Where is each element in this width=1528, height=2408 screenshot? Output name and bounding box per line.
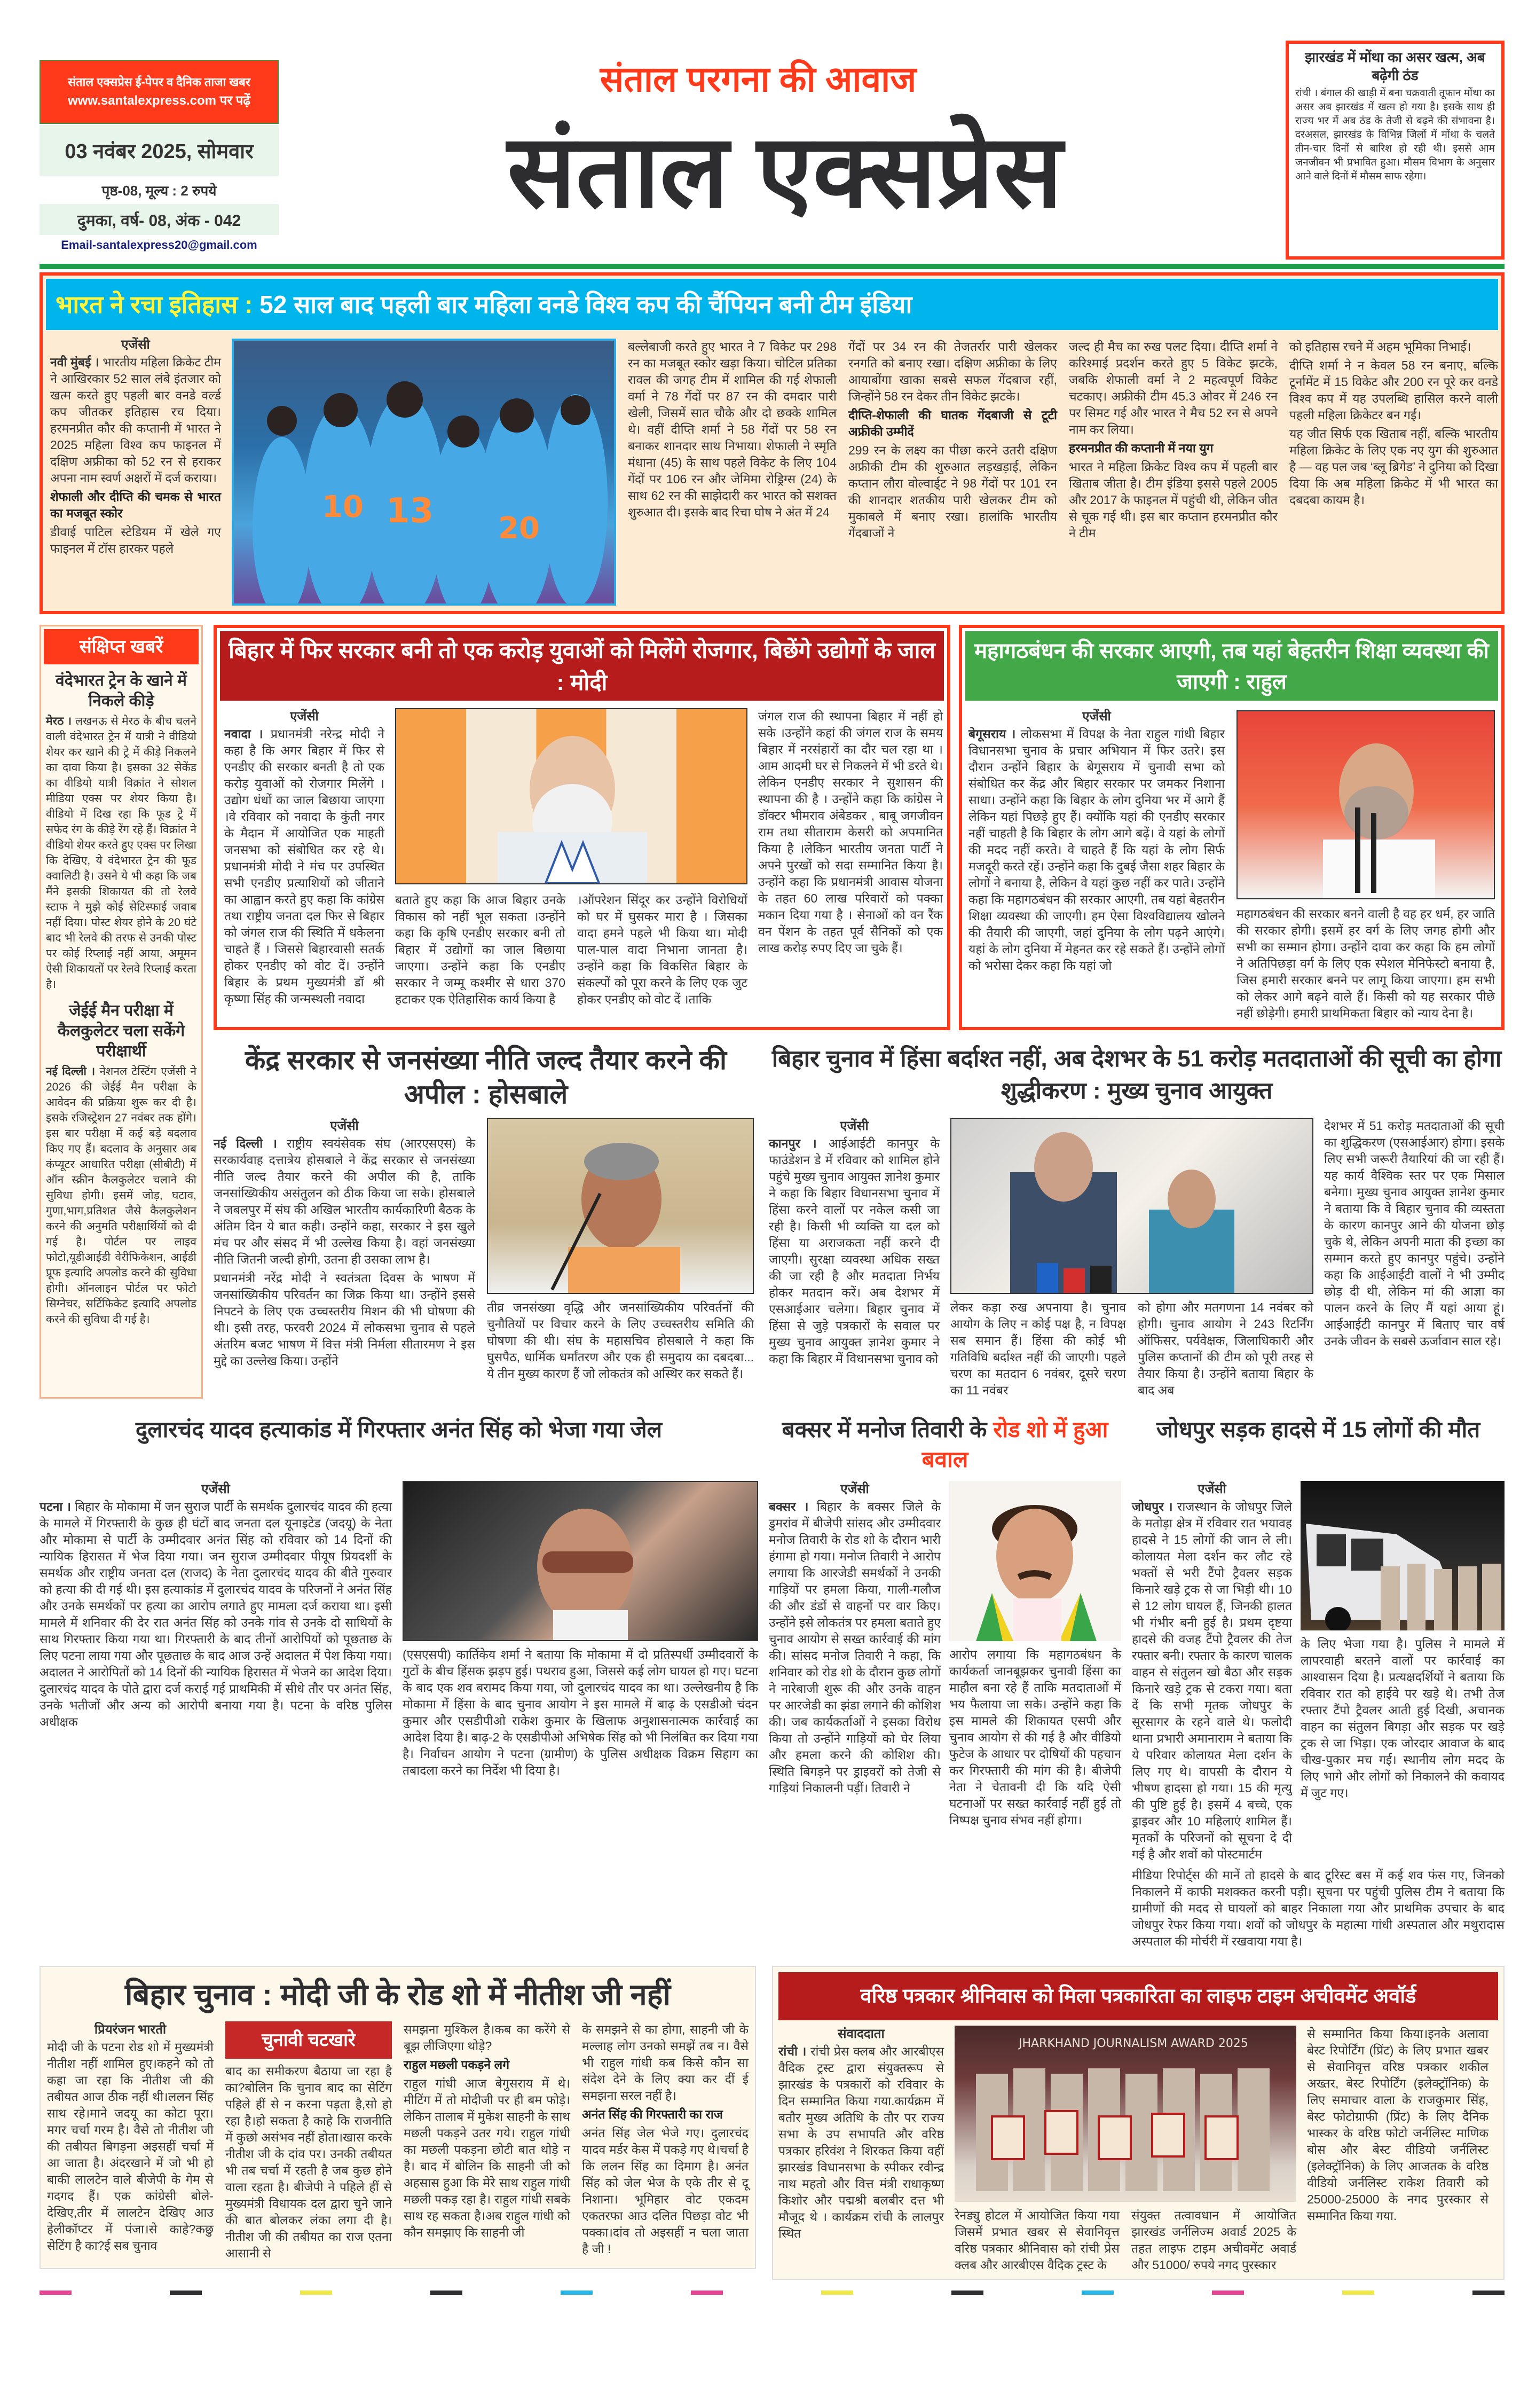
lead-subhead-3: हरमनप्रीत की कप्तानी में नया युग [1069, 441, 1214, 455]
modi-col-2: बताते हुए कहा कि आज बिहार उनके विकास को नहीं भूल सकता ।उन्होंने कहा कि कृषि एनडीए सरकार बनी तो बिहार में उद्योगों का जाल बिछाया जाएगा। उन्होंने कहा कि एनडीए सरकार ने जम्मू कश्मीर से धारा 370 हटाकर एक ऐतिहासिक कार्य किया है [395, 893, 565, 1006]
award-middle [955, 2026, 1296, 2273]
chatkhare-byline: प्रियरंजन भारती [94, 2022, 167, 2037]
chatkhare-column-label: चुनावी चटखारे [225, 2021, 392, 2059]
cec-col1-text: आईआईटी कानपुर के फाउंडेशन डे में रविवार को शामिल होने पहुंचे मुख्य चुनाव आयुक्त ज्ञानेश कुमार ने कहा कि बिहार विधानसभा चुनाव में हिंसा करने वालों पर नकेल कसी जा रही है। किसी भी व्यक्ति या दल को हिंसा या अराजकता नहीं करने दी जाएगी। सुरक्षा व्यवस्था अधिक सख्त की जा रही है और मतदाता निर्भय होकर मतदान करें। अब देशभर में एसआईआर चलेगा। बिहार चुनाव में हिंसा से जुड़े पत्रकारों के सवाल पर मुख्य चुनाव आयुक्त ज्ञानेश कुमार ने कहा कि बिहार में विधानसभा चुनाव को [769, 1136, 940, 1366]
registration-mark [170, 2291, 202, 2295]
jodhpur-right [1301, 1481, 1505, 1863]
chatkhare-col-2-wrap [225, 2021, 392, 2262]
award-photo [955, 2026, 1296, 2202]
lead-col-2: बल्लेबाजी करते हुए भारत ने 7 विकेट पर 298 रन का मजबूत स्कोर खड़ा किया। चोटिल प्रतिका रावल की जगह टीम में शामिल की गई शेफाली वर्मा ने 78 गेंदों पर 87 रन की दमदार पारी खेली, जिसमें सात चौके और दो छक्के शामिल थे। वहीं दीप्ति शर्मा ने 58 गेंदों पर 58 रन बनाकर शानदार साथ निभाया। शेफाली ने स्मृति मंधाना (45) के साथ पहले विकेट के लिए 104 गेंदों पर 106 रन और जेमिमा रोड्रिग्स (24) के साथ 62 रन की साझेदारी कर भारत को सशक्त शुरुआत दी। इसके बाद रिचा घोष ने अंत में 24 [628, 340, 837, 519]
brief-body-2 [46, 1064, 196, 1327]
lead-headline [46, 279, 1498, 330]
hosabale-dateline: नई दिल्ली । [214, 1136, 277, 1150]
modi-headline[interactable]: बिहार में फिर सरकार बनी तो एक करोड़ युवाओं को मिलेंगे रोजगार, बिछेंगे उद्योगों के जाल : मोदी [220, 631, 944, 701]
weather-news-box [1286, 41, 1505, 260]
cec-photo [950, 1118, 1313, 1294]
weather-body: रांची । बंगाल की खाड़ी में बना चक्रवाती तूफान मोंथा का असर अब झारखंड में खत्म हो गया है। इसके साथ ही राज्य भर में अब ठंड के तेजी से बढ़ने की संभावना है। दरअसल, झारखंड के विभिन्न जिलों में मोंथा के चलते तीन-चार दिनों से बारिश हो रही थी। इससे आम जनजीवन भी प्रभावित हुआ। मौसम विभाग के अनुसार आने वाले दिनों में मौसम साफ रहेगा। [1295, 88, 1495, 182]
masthead-divider [40, 264, 1505, 269]
registration-mark [821, 2291, 853, 2295]
registration-mark [1342, 2291, 1374, 2295]
modi-photo [395, 708, 747, 884]
hosabale-col-1 [214, 1118, 475, 1371]
anant-col-2: (एसएसपी) कार्तिकेय शर्मा ने बताया कि मोकामा में दो प्रतिस्पर्धी उम्मीदवारों के गुटों के बीच हिंसक झड़प हुई। पथराव हुआ, जिससे कई लोग घायल हो गए। घटना के बाद एक शव बरामद किया गया, जो दुलारचंद यादव का था। उल्लेखनीय है कि मोकामा में हिंसा के बाद चुनाव आयोग ने इस मामले में बाढ़ के एसडीओ चंदन कुमार और एसडीपीओ राकेश कुमार के खिलाफ अनुशासनात्मक कार्रवाई का आदेश दिया है। बाढ़-2 के एसडीपीओ अभिषेक सिंह को भी निलंबित कर दिया गया है। निर्वाचन आयोग ने पटना (ग्रामीण) के पुलिस अधीक्षक विक्रम सिहाग का तबादला करने का निर्देश भी दिया है। [403, 1648, 758, 1777]
award-dateline: रांची । [778, 2044, 807, 2058]
anant-col1-text: बिहार के मोकामा में जन सुराज पार्टी के समर्थक दुलारचंद यादव की हत्या के मामले में गिरफ्तारी के कुछ ही घंटों बाद जनता दल यूनाइटेड (जदयू) के नेता और मोकामा से पार्टी के उम्मीदवार अनंत सिंह को रविवार को 14 दिनों की न्यायिक हिरासत में भेज दिया गया। जन सुराज उम्मीदवार पीयूष प्रियदर्शी के समर्थक और राष्ट्रीय जनता दल (राजद) के नेता दुलारचंद यादव की बीते गुरुवार को हत्या की दी गई थी। इस हत्याकांड में दुलारचंद यादव के परिजनों ने अनंत सिंह और उनके समर्थकों पर हत्या का आरोप लगाते हुए मामला दर्ज कराया था। इसी मामले में शनिवार की देर रात अनंत सिंह को उनके गांव से उनके दो साथियों के साथ गिरफ्तार किया गया था। गिरफ्तारी के बाद तीनों आरोपियों को पूछताछ के लिए पटना लाया गया और पूछताछ के बाद आज उन्हें अदालत में पेश किया गया। अदालत ने आरोपितों को 14 दिनों की न्यायिक हिरासत में भेजने का आदेश दिया। दुलारचंद यादव के पोते द्वारा दर्ज कराई गई प्राथमिकी में सीधे तौर पर अनंत सिंह, उनके भतीजों और अन्य को आरोपी बनाया गया है। पटना के वरिष्ठ पुलिस अधीक्षक [40, 1500, 392, 1729]
rahul-headline[interactable]: महागठबंधन की सरकार आएगी, तब यहां बेहतरीन शिक्षा व्यवस्था की जाएगी : राहुल [965, 631, 1498, 701]
rahul-col-1 [968, 708, 1225, 974]
lead-col-5 [1289, 339, 1498, 544]
modi-dateline: नवादा । [224, 727, 263, 741]
rahul-col1-text: लोकसभा में विपक्ष के नेता राहुल गांधी बिहार विधानसभा चुनाव के प्रचार अभियान में फिर उतरे। इस दौरान उन्होंने बिहार के बेगूसराय में चुनावी सभा को संबोधित कर केंद्र और बिहार सरकार पर जमकर निशाना साधा। उन्होंने कहा कि बिहार के लोग दुनिया भर में आगे हैं लेकिन यहां पिछड़े हुए हैं। क्योंकि यहां की एनडीए सरकार नहीं चाहती है कि बिहार के लोग आगे बढ़ें। वे यहां के लोगों की मदद नहीं करते। वे चाहते हैं कि यहां के लोग सिर्फ मजदूरी करते रहें। उन्होंने कहा कि दुबई जैसा शहर बिहार के लोगों ने बनाया है, लेकिन वे यहां कुछ नहीं कर पाते। उन्होंने कहा कि महागठबंधन की सरकार आएगी, तब यहां बेहतरीन शिक्षा व्यवस्था की जाएगी। हम ऐसा विश्वविद्यालय खोलने की तैयारी की जाएगी, जहां दुनिया के लोग पढ़ने आएंगे। यहां के लोग दुनिया में मेहनत कर रहे सकते हैं। उन्होंने लोगों को भरोसा देकर कहा कि यहां जो [968, 727, 1225, 972]
tiwari-col1-text: बिहार के बक्सर जिले के डुमरांव में बीजेपी सांसद और उम्मीदवार मनोज तिवारी के रोड शो के दौरान भारी हंगामा हो गया। मनोज तिवारी ने आरोप लगाया कि आरजेडी समर्थकों ने उनकी गाड़ियों पर हमला किया, गाली-गलौज की और डंडों से वाहनों पर वार किए। उन्होंने इसे लोकतंत्र पर हमला बताते हुए चुनाव आयोग से सख्त कार्रवाई की मांग की। सांसद मनोज तिवारी ने कहा, कि शनिवार को रोड शो के दौरान कुछ लोगों ने नारेबाजी शुरू की और उनके वाहन पर आरजेडी का झंडा लगाने की कोशिश की। जब कार्यकर्ताओं ने इसका विरोध किया तो उन्होंने गाड़ियों को घेर लिया और हमला करने की कोशिश की। स्थिति बिगड़ने पर ड्राइवरों को तेजी से गाड़ियां निकालनी पड़ीं। तिवारी ने [769, 1500, 941, 1795]
modi-col-1 [224, 708, 384, 1007]
modi-col1-text: प्रधानमंत्री नरेन्द्र मोदी ने कहा है कि अगर बिहार में फिर से एनडीए की सरकार बनती है तो एक करोड़ युवाओं को रोजगार मिलेंगे ।उद्योग धंधों का जाल बिछाया जाएगा ।वे रविवार को नवादा के कुंती नगर के मैदान में आयोजित एक माहती जनसभा को संबोधित कर रहे थे। प्रधानमंत्री मोदी ने मंच पर उपस्थित सभी एनडीए प्रत्याशियों को जीताने का आह्वान करते हुए कहा कि कांग्रेस तथा राष्ट्रीय जनता दल फिर से बिहार को जंगल राज की स्थिति में धकेलना चाहते हैं । जिससे बिहारवासी सतर्क होकर एनडीए को वोट दें। उन्होंने बिहार के प्रथम मुख्यमंत्री डॉ श्री कृष्णा सिंह की जन्मस्थली नवादा [224, 727, 384, 1006]
tiwari-story [769, 1481, 1121, 1950]
anant-dateline: पटना । [40, 1500, 72, 1513]
crashed-van-image [1301, 1481, 1505, 1630]
lead-subhead-2: दीप्ति-शेफाली की घातक गेंदबाजी से टूटी अफ्रीकी उम्मीदें [848, 408, 1057, 438]
award-col1-text: रांची प्रेस क्लब और आरबीएस वैदिक ट्रस्ट द्वारा संयुक्तरूप से झारखंड के पत्रकारों को रविवार के दिन सम्मानित किया गया.कार्यक्रम में बतौर मुख्य अतिथि के तौर पर राज्य सभा के उप सभापति और वरिष्ठ पत्रकार हरिवंश ने शिरकत किया वहीं झारखंड विधानसभा के स्पीकर रवीन्द्र नाथ महतो और वित्त मंत्री राधाकृष्ण किशोर और पद्मश्री बलबीर दत्त भी मौजूद थे । कार्यक्रम रांची के लालपुर स्थित [778, 2044, 944, 2240]
chatkhare-col4-para: के समझने से का होगा, साहनी जी के मल्लाह लोग उनको समझें तब न। वैसे भी राहुल गांधी कब किसे कौन सा संदेश देने के लिए क्या कर दीं ई समझना सरल नहीं है। [582, 2022, 749, 2103]
chatkhare-col-3 [404, 2021, 570, 2262]
cec-headline[interactable]: बिहार चुनाव में हिंसा बर्दाश्त नहीं, अब देशभर के 51 करोड़ मतदाताओं की सूची का होगा शुद्धीकरण : मुख्य चुनाव आयुक्त [771, 1046, 1502, 1104]
cec-col-1 [769, 1118, 940, 1367]
award-col-1 [778, 2026, 944, 2273]
award-certificate-icon [992, 2116, 1024, 2159]
chatkhare-col-4 [582, 2021, 749, 2262]
jersey-number-20: 20 [498, 511, 540, 546]
jodhpur-col-1 [1132, 1481, 1292, 1863]
registration-mark [300, 2291, 332, 2295]
award-ceremony-group-image [955, 2026, 1296, 2202]
speaker-portrait-image [488, 1119, 753, 1293]
chatkhare-col-2: बाद का समीकरण बैठाया जा रहा है का?बोलिन कि चुनाव बाद का सेटिंग पहिले हीं से न करना पड़ता है,सो हो रहा है।हो सकता है काहे कि राजनीति में कुछो असंभव नहीं होता।खास करके नीतीश जी के दांव पर। उनकी तबीयत भी तब चर्चा में रहती है जब कुछ होने वाला रहता है। बीजेपी ने पहिले हीं से मुख्यमंत्री विधायक दल द्वारा चुने जाने की बात बोलकर लंका लगा दी है। नीतीश जी की तबीयत का राज एतना आसानी से [225, 2064, 392, 2260]
cec-byline: एजेंसी [840, 1119, 869, 1133]
modi-col-4: जंगल राज की स्थापना बिहार में नहीं हो सके ।उन्होंने कहां की जंगल राज के समय बिहार में नरसंहारों का दौर चल रहा था ।आम आदमी घर से निकलने में भी डरते थे। लेकिन एनडीए सरकार ने सुशासन की स्थापना की है । उन्होंने कहा कि कांग्रेस ने डॉक्टर भीमराव अंबेडकर , बाबू जगजीवन राम तथा सीताराम केसरी को अपमानित किया है ।लेकिन भारतीय जनता पार्टी ने अपने पुरखों को सदा सम्मानित किया है।उन्होंने कहा कि प्रधानमंत्री आवास योजना के तहत 60 लाख परिवारों को पक्का मकान दिया गया है । सेनाओं को वन रैंक वन पेंशन के तहत पूर्व सैनिकों को एक लाख करोड़ रुपए दिए जा चुके हैं। [758, 709, 943, 955]
hosabale-col-2: तीव्र जनसंख्या वृद्धि और जनसांख्यिकीय परिवर्तनों की चुनौतियों पर विचार करने के लिए उच्चस्तरीय समिति की घोषणा की थी। संघ के महासचिव होसबाले ने कहा कि घुसपैठ, धार्मिक धर्मांतरण और एक ही समुदाय का दबदबा... ये तीन मुख्य कारण हैं जो लोकतंत्र को अस्थिर कर सकते हैं। [487, 1300, 754, 1381]
lead-col1-para-2: डीवाई पाटिल स्टेडियम में खेले गए फाइनल में टॉस हारकर पहले [50, 525, 221, 555]
lead-col1-para: भारतीय महिला क्रिकेट टीम ने आखिरकार 52 साल लंबे इंतजार को खत्म करते हुए पहली बार वनडे वर्ल्ड कप जीतकर इतिहास रच दिया। हरमनप्रीत कौर की कप्तानी में भारत ने 2025 महिला विश्व कप फाइनल में दक्षिण अफ्रीका को 52 रन से हराकर अपना नाम स्वर्ण अक्षरों में दर्ज कराया। [50, 355, 222, 485]
jodhpur-dateline: जोधपुर । [1132, 1500, 1173, 1513]
tiwari-photo [949, 1481, 1121, 1641]
right-lower [769, 1481, 1505, 1950]
chatkhare-headline[interactable]: बिहार चुनाव : मोदी जी के रोड शो में नीतीश जी नहीं [125, 1978, 671, 2011]
brief-news-items [46, 671, 196, 1327]
contact-email[interactable]: Email-santalexpress20@gmail.com [61, 238, 257, 252]
tiwari-right [949, 1481, 1121, 1950]
speaker-with-microphone-image [1238, 711, 1494, 898]
brief-dateline-2: नई दिल्ली । [46, 1065, 96, 1078]
award-col-2: रेनड्यु होटल में आयोजित किया गया जिसमें प्रभात खबर से सेवानिवृत्त वरिष्ठ पत्रकार श्रीनिवास को रांची प्रेस क्लब और आरबीएस वैदिक ट्रस्ट के [955, 2208, 1120, 2272]
lead-col4-para-2: भारत ने महिला क्रिकेट विश्व कप में पहली बार खिताब जीता है। टीम इंडिया इससे पहले 2005 और 2017 के फाइनल में पहुंची थी, लेकिन जीत से चूक गई थी। इस बार कप्तान हरमनप्रीत कौर ने टीम [1069, 460, 1278, 540]
anant-col-1 [40, 1481, 392, 1779]
lead-photo [232, 339, 616, 606]
lead-col5-para-2: दीप्ति शर्मा ने न केवल 58 रन बनाए, बल्कि टूर्नामेंट में 15 विकेट और 200 रन पूरे कर वनडे विश्व कप में यह उपलब्धि हासिल करने वाली पहली महिला क्रिकेटर बन गईं। [1289, 358, 1498, 422]
website-link[interactable]: www.santalexpress.com पर पढ़ें [68, 93, 250, 108]
lead-dateline: नवी मुंबई । [50, 355, 99, 369]
lead-columns [628, 339, 1498, 544]
issue-date: 03 नवंबर 2025, सोमवार [40, 125, 279, 176]
tiwari-col-1 [769, 1481, 941, 1950]
tiwari-headline-dark: बक्सर में मनोज तिवारी के [782, 1417, 987, 1442]
tiwari-col-2: आरोप लगाया कि महागठबंधन के कार्यकर्ता जानबूझकर चुनावी हिंसा का माहौल बना रहे हैं ताकि मतदाताओं में भय फैलाया जा सके। उन्होंने कहा कि इस मामले की शिकायत एसपी और चुनाव आयोग से की गई है और वीडियो फुटेज के आधार पर दोषियों की पहचान कर गिरफ्तारी की मांग की है। बीजेपी नेता ने चेतावनी दी कि यदि ऐसी घटनाओं पर सख्त कार्रवाई नहीं हुई तो निष्पक्ष चुनाव संभव नहीं होगा। [949, 1648, 1121, 1827]
issue-number: दुमका, वर्ष- 08, अंक - 042 [40, 204, 279, 235]
rahul-byline: एजेंसी [1082, 709, 1111, 724]
election-gossip-box [40, 1966, 756, 2269]
hosabale-col1-para: राष्ट्रीय स्वयंसेवक संघ (आरएसएस) के सरकार्यवाह दत्तात्रेय होसबाले ने केंद्र सरकार से जनसंख्या नीति जल्द तैयार करने की अपील की है, ताकि जनसांख्यिकीय असंतुलन को ठीक किया जा सके। होसबाले ने जबलपुर में संघ की अखिल भारतीय कार्यकारिणी बैठक के अंतिम दिन ये बात कही। उन्होंने कहा, सरकार ने इस खुले मंच पर और संसद में भी उल्लेख किया है। वहां जनसंख्या नीति जितनी जल्दी होगी, उतना ही उसका लाभ है। [214, 1136, 475, 1266]
rahul-photo [1236, 710, 1495, 899]
tiwari-headline-red: रोड शो में हुआ बवाल [921, 1417, 1108, 1472]
jersey-number-10: 10 [322, 490, 364, 524]
jodhpur-headline[interactable]: जोधपुर सड़क हादसे में 15 लोगों की मौत [1156, 1417, 1480, 1442]
brief-news-label: संक्षिप्त खबरें [44, 629, 199, 664]
arrested-leader-image [404, 1482, 757, 1640]
lead-byline: एजेंसी [121, 338, 150, 352]
modi-byline: एजेंसी [290, 709, 319, 724]
rahul-col-2: महागठबंधन की सरकार बनने वाली है वह हर धर्म, हर जाति की सरकार होगी। इसमें हर वर्ग के लिए जगह होगी और सभी का सम्मान होगा। उन्होंने दावा कर कहा कि हम लोगों ने अतिपिछड़ा वर्ग के लिए एक स्पेशल मेनिफेस्टो बनाया है, जिस हमारी सरकार बनने पर लागू किया जाएगा। हम सभी को लेकर आगे बढ़ने वाले हैं। किसी को यह सरकार पीछे नहीं छोड़ेगी। हमारी प्राथमिकता बिहार को न्याय देना है। [1236, 907, 1495, 1020]
registration-mark [1212, 2291, 1244, 2295]
tiwari-headline[interactable] [769, 1415, 1121, 1474]
brief-body-1 [46, 713, 196, 992]
press-conference-image [951, 1119, 1312, 1293]
award-byline: संवाददाता [838, 2027, 885, 2041]
jodhpur-byline: एजेंसी [1198, 1482, 1226, 1496]
jodhpur-col1-text: राजस्थान के जोधपुर जिले के मतोड़ा क्षेत्र में रविवार रात भयावह हादसे ने 15 लोगों की जान ले ली। कोलायत मेला दर्शन कर लौट रहे भक्तों से भरी टैंपो ट्रैवलर सड़क किनारे खड़े ट्रक से जा भिड़ी थी। 10 से 12 लोग घायल हैं, जिनकी हालत भी गंभीर बनी हुई है। प्रथम दृष्टया हादसे की वजह टैंपो ट्रैवलर की तेज रफ्तार बनी। रफ्तार के कारण चालक वाहन से संतुलन खो बैठा और सड़क किनारे खड़े ट्रक से टकरा गया। बता दें कि सभी मृतक जोधपुर के सूरसागर के रहने वाले थे। फलोदी थाना प्रभारी अमानाराम ने बताया कि ये परिवार कोलायत मेला दर्शन के लिए गए थे। वापसी के दौरान ये भीषण हादसा हो गया। 15 की मृत्यु की पुष्टि हुई है। इसमें 4 बच्चे, एक ड्राइवर और 10 महिलाएं शामिल हैं। मृतकों के परिजनों को सूचना दे दी गई है और शवों को पोस्टमार्टम [1132, 1500, 1293, 1861]
cec-col-2: लेकर कड़ा रुख अपनाया है। चुनाव आयोग के लिए न कोई पक्ष है, न विपक्ष सब समान हैं। हिंसा की कोई भी गतिविधि बर्दाश्त नहीं की जाएगी। पहले चरण का मतदान 6 नवंबर, दूसरे चरण का 11 नवंबर [950, 1300, 1126, 1397]
cec-col-4: देशभर में 51 करोड़ मतदाताओं की सूची का शुद्धिकरण (एसआईआर) होगा। इसके लिए सभी जरूरी तैयारियां की जा रही हैं। यह कार्य वैश्विक स्तर पर एक मिसाल बनेगा। मुख्य चुनाव आयुक्त ज्ञानेश कुमार ने बताया कि वे बिहार चुनाव की व्यस्तता के कारण कानपुर आने की योजना छोड़ चुके थे, लेकिन अपनी माता की इच्छा का सम्मान करते हुए कानपुर पहुंचे। उन्होंने कहा कि आईआईटी वालों ने भी उम्मीद छोड़ दी थी, लेकिन मां की आज्ञा का पालन करने के लिए मैं यहां आया हूं। आईआईटी कानपुर में बिताए चार वर्ष उनके जीवन के सबसे ऊर्जावान साल रहे। [1324, 1119, 1505, 1348]
lead-col3-para-2: 299 रन के लक्ष्य का पीछा करने उतरी दक्षिण अफ्रीकी टीम की शुरुआत लड़खड़ाई, लेकिन कप्तान लौरा वोल्वार्ड्ट ने 98 गेंदों पर 101 रन की शानदार शतकीय पारी खेलकर टीम को मुकाबले में बनाए रखा। हालांकि भारतीय गेंदबाजों ने [848, 443, 1057, 540]
cec-columns [950, 1299, 1313, 1399]
modi-col-3: ।ऑपरेशन सिंदूर कर उन्होंने विरोधियों को घर में घुसकर मारा है । जिसका वादा हमने पहले भी किया था। मोदी पाल-पाल वादा निभाना जानता है। उन्होंने कहा कि विकसित बिहार के संकल्पों को पूरा करने के लिए एक जुट होकर एनडीए को वोट दें ।ताकि [577, 893, 747, 1006]
jodhpur-col-3: मीडिया रिपोर्ट्स की मानें तो हादसे के बाद टूरिस्ट बस में कई शव फंस गए, जिनको निकालने में काफी मशक्कत करनी पड़ी। सूचना पर पहुंची पुलिस टीम ने बताया कि ग्रामीणों की मदद से घायलों को बाहर निकाला गया और प्राथमिक उपचार के बाद जोधपुर रेफर किया गया। शवों को जोधपुर के महात्मा गांधी अस्पताल और मथुरादास अस्पताल की मोर्चरी में रखवाया गया है। [1132, 1868, 1505, 1948]
newspaper-title: संताल एक्सप्रेस [507, 115, 1063, 228]
lead-col-1 [50, 336, 221, 559]
registration-mark [1082, 2291, 1114, 2295]
brief-text-1: लखनऊ से मेरठ के बीच चलने वाली वंदेभारत ट्रेन में यात्री ने वीडियो शेयर कर खाने की ट्रे में कीड़े निकलने का दावा किया है। इसका 32 सेकेंड का वीडियो यात्री विक्रांत ने सोशल मीडिया एक्स पर शेयर किया है। वीडियो में दिख रहा कि फूड ट्रे में सफेद रंग के कीड़े रेंग रहे हैं। विक्रांत ने वीडियो शेयर करते हुए एक्स पर लिखा कि देखिए, ये वंदेभारत ट्रेन की फूड क्वालिटी है। उसने ये भी कहा कि जब मैंने इसकी शिकायत की तो रेलवे स्टाफ ने मुझे कोई सेटिस्फाई जवाब नहीं दिया। पोस्ट शेयर होने के 20 घंटे बाद भी रेलवे की तरफ से उनकी पोस्ट पर कोई रिप्लाई नहीं आया, अमूमन ऐसी शिकायतों पर रेलवे रिप्लाई करता है। [46, 715, 196, 991]
anant-photo [403, 1481, 758, 1641]
chatkhare-subhead-2: अनंत सिंह की गिरफ्तारी का राज [582, 2107, 723, 2121]
cec-col-3: को होगा और मतगणना 14 नवंबर को होगी। चुनाव आयोग ने 243 रिटर्निंग ऑफिसर, पर्यवेक्षक, जिलाधिकारी और पुलिस कप्तानों की टीम को पूरी तरह से तैयार किया है। उन्होंने बताया बिहार के बाद अब [1138, 1300, 1313, 1397]
jersey-number-13: 13 [386, 491, 434, 531]
sunglasses-icon [542, 1551, 633, 1573]
hosabale-col1-para-2: प्रधानमंत्री नरेंद्र मोदी ने स्वतंत्रता दिवस के भाषण में जनसांख्यिकीय परिवर्तन का जिक्र किया था। उन्होंने इससे निपटने के लिए एक उच्चस्तरीय मिशन की भी घोषणा की थी। इसी तरह, फरवरी 2024 में लोकसभा चुनाव से पहले अंतरिम बजट भाषण में वित्त मंत्री निर्मला सीतारमण ने इस मुद्दे का उल्लेख किया। उन्होंने [214, 1271, 475, 1368]
lead-col-3 [848, 339, 1057, 544]
lead-col-4 [1069, 339, 1278, 544]
anant-story [40, 1481, 758, 1779]
chatkhare-col-1 [47, 2021, 214, 2262]
jodhpur-col-2: के लिए भेजा गया है। पुलिस ने मामले में लापरवाही बरतने वालों पर कार्रवाई का आश्वासन दिया है। प्रत्यक्षदर्शियों ने बताया कि रविवार रात को हाईवे पर खड़े थे। तभी तेज रफ्तार टैंपो ट्रैवलर आती हुई दिखी, अचानक वाहन का संतुलन बिगड़ा और सड़क पर खड़े ट्रक से जा भिड़ा। एक जोरदार आवाज के बाद चीख-पुकार मच गई। स्थानीय लोग मदद के लिए भागे और लोगों को निकालने की कवायद में जुट गए। [1301, 1637, 1505, 1800]
award-photo-banner: JHARKHAND JOURNALISM AWARD 2025 [1019, 2037, 1248, 2050]
chatkhare-col4-para-2: अनंत सिंह जेल भेजे गए। दुलारचंद यादव मर्डर केस में पकड़े गए थे।चर्चा है कि ललन सिंह का दिमाग है। अनंत सिंह को जेल भेज के एके तीर से दू निशाना। भूमिहार वोट एकदम एकतरफा आउ दलित पिछड़ा वोट भी पक्का।दांव तो अइसहीं न चला जाता है जी ! [582, 2126, 749, 2256]
registration-marks [40, 2291, 1505, 2295]
mic-cluster-icon [1037, 1263, 1058, 1293]
bottom-section [40, 1966, 1505, 2295]
brief-text-2: नेशनल टेस्टिंग एजेंसी ने 2026 की जेईई मैन परीक्षा के आवेदन की प्रक्रिया शुरू कर दी है। इसके रजिस्ट्रेशन 27 नवंबर तक होंगे। इस बार परीक्षा में कई बड़े बदलाव किए गए हैं। बदलाव के अनुसार अब कंप्यूटर आधारित परीक्षा (सीबीटी) में ऑन स्क्रीन कैलकुलेटर चलाने की सुविधा होगी। इसमें जोड़, घटाव, गुणा,भाग,प्रतिशत जैसे कैलकुलेशन करने की अनुमति परीक्षार्थियों को दी गई है। पोर्टल पर लाइव फोटो,यूडीआईडी वेरीफिकेशन, आईडी प्रूफ इत्यादि अपलोड करने की सुविधा होगी। ऑनलाइन पोर्टल पर फोटो सिग्नेचर, सर्टिफिकेट इत्यादि अपलोड करने की सुविधा दी गई है। [46, 1065, 196, 1325]
weather-headline: झारखंड में मोंथा का असर खत्म, अब बढ़ेगी ठंड [1305, 49, 1485, 83]
chatkhare-subhead-1: राहुल मछली पकड़ने लगे [404, 2058, 510, 2072]
award-col-3: संयुक्त तत्वावधान में आयोजित झारखंड जर्नलिज्म अवार्ड 2025 के तहत लाइफ टाइम अचीवमेंट अवार्ड और 51000/ रुपये नगद पुरस्कार [1131, 2208, 1296, 2272]
tiwari-byline: एजेंसी [840, 1482, 869, 1496]
rahul-dateline: बेगूसराय । [968, 727, 1016, 741]
page-price: पृष्ठ-08, मूल्य : 2 रुपये [101, 183, 217, 199]
chatkhare-col3-para-2: राहुल गांधी आज बेगुसराय में थे। मीटिंग में तो मोदीजी पर ही बम फोड़े। लेकिन तालाब में मुकेश साहनी के साथ मछली पकड़ने उतर गये। राहुल गांधी का मछली पकड़ना छोटी बात थोड़े न है। बाद में बोलिन कि साहनी जी को अहसास हुआ कि मेरे साथ राहुल गांधी मछली पकड़ रहा है। राहुल गांधी सबके साथ रह सकता है।अब राहुल गांधी को कौन समझाए कि साहनी जी [404, 2076, 570, 2239]
cricket-team-celebration-image [234, 341, 614, 603]
chatkhare-col3-para: समझना मुश्किल है।कब का करेंगे से बूझ लीजिएगा थोड़े? [404, 2022, 570, 2053]
anant-byline: एजेंसी [201, 1482, 230, 1496]
registration-mark [1472, 2291, 1505, 2295]
lead-col3-para: गेंदों पर 34 रन की तेजतर्रार पारी खेलकर रनगति को बनाए रखा। दक्षिण अफ्रीका के लिए आयाबोंगा खाका सबसे सफल गेंदबाज रहीं, जिन्होंने 58 रन देकर तीन विकेट झटके। [848, 340, 1057, 403]
registration-mark [430, 2291, 462, 2295]
epaper-promo-box [40, 60, 279, 124]
jodhpur-story [1132, 1481, 1505, 1950]
brief-headline-1[interactable]: वंदेभारत ट्रेन के खाने में निकले कीड़े [56, 672, 187, 710]
lead-col5-para: को इतिहास रचने में अहम भूमिका निभाई। [1289, 340, 1471, 354]
jodhpur-photo [1301, 1481, 1505, 1630]
politician-portrait-image [949, 1481, 1121, 1641]
registration-mark [951, 2291, 983, 2295]
cec-dateline: कानपुर । [769, 1136, 817, 1150]
lead-headline-highlight: भारत ने रचा इतिहास : [56, 291, 253, 318]
newspaper-tagline: संताल परगना की आवाज [600, 59, 917, 99]
modi-columns [395, 892, 747, 1008]
lead-subhead-1: शेफाली और दीप्ति की चमक से भारत का मजबूत स्कोर [50, 490, 221, 520]
anant-headline[interactable]: दुलारचंद यादव हत्याकांड में गिरफ्तार अनंत सिंह को भेजा गया जेल [135, 1417, 663, 1442]
hosabale-byline: एजेंसी [330, 1119, 359, 1133]
anant-right [403, 1481, 758, 1779]
chatkhare-col1-text: मोदी जी के पटना रोड शो में मुख्यमंत्री नीतीश नहीं शामिल हुए।कहने को तो कहा जा रहा कि नीतीश जी की तबीयत आज ठीक नहीं थी।ललन सिंह साथ रहे।माने जदयू का कोटा पूरा। मगर चर्चा गरम है। वैसे तो नीतीश जी की तबीयत बिगड़ना अइसहीं चर्चा में आ जाता है। अंदरखाने में जो भी हो बाकी लालटेन वाले बीजेपी के गेम से गदगद हैं। एक कांग्रेसी बोले-देखिए,तीर में लालटेन देखिए आउ हेलीकॉप्टर में पंजा।से काहे?कछु सेटिंग है का?ई सब चुनाव [47, 2040, 214, 2253]
registration-mark [691, 2291, 723, 2295]
brief-dateline-1: मेरठ । [46, 715, 72, 727]
registration-mark [40, 2291, 72, 2295]
lead-col4-para: जल्द ही मैच का रुख पलट दिया। दीप्ति शर्मा ने करिश्माई प्रदर्शन करते हुए 5 विकेट झटके, जबकि शेफाली वर्मा ने 2 महत्वपूर्ण विकेट चटकाए। अफ्रीकी टीम 45.3 ओवर में 246 रन पर सिमट गई और भारत ने मैच 52 रन से अपने नाम कर लिया। [1069, 340, 1278, 436]
microphone-icon [1355, 807, 1360, 893]
hosabale-photo [487, 1118, 754, 1294]
lead-col5-para-3: यह जीत सिर्फ एक खिताब नहीं, बल्कि भारतीय महिला क्रिकेट के लिए एक नए युग की शुरुआत है — वह पल जब ‘ब्लू ब्रिगेड’ ने दुनिया को दिखा दिया कि अब महिला क्रिकेट में भी भारत का दबदबा कायम है। [1289, 427, 1498, 507]
registration-mark [561, 2291, 593, 2295]
award-headline[interactable]: वरिष्ठ पत्रकार श्रीनिवास को मिला पत्रकारिता का लाइफ टाइम अचीवमेंट अवॉर्ड [778, 1972, 1498, 2020]
brief-headline-2[interactable]: जेईई मैन परीक्षा में कैलकुलेटर चला सकेंगे परीक्षार्थी [57, 1002, 185, 1060]
tiwari-dateline: बक्सर । [769, 1500, 809, 1513]
speaker-at-podium-image [396, 709, 746, 883]
hosabale-headline[interactable]: केंद्र सरकार से जनसंख्या नीति जल्द तैयार करने की अपील : होसबाले [245, 1045, 727, 1109]
award-col-4: से सम्मानित किया किया।इनके अलावा बेस्ट रिपोर्टिंग (प्रिंट) के लिए प्रभात खबर से सेवानिवृत्त वरिष्ठ पत्रकार शकील अख्तर, बेस्ट रिपोर्टिंग (इलेक्ट्रॉनिक) के लिए समाचार वाला के राजकुमार सिंह, बेस्ट फोटोग्राफी (प्रिंट) के लिए दैनिक भास्कर के वरिष्ठ फोटो जर्नलिस्ट माणिक बोस और बेस्ट वीडियो जर्नलिस्ट (इलेक्ट्रॉनिक) के लिए आजतक के वरिष्ठ वीडियो जर्नलिस्ट राकेश तिवारी को 25000-25000 के नगद पुरस्कार से सम्मानित किया गया. [1307, 2027, 1488, 2223]
promo-text: संताल एक्सप्रेस ई-पेपर व दैनिक ताजा खबर [68, 75, 250, 89]
lead-headline-rest: 52 साल बाद पहली बार महिला वनडे विश्व कप की चैंपियन बनी टीम इंडिया [259, 291, 912, 318]
award-story [772, 1966, 1505, 2280]
